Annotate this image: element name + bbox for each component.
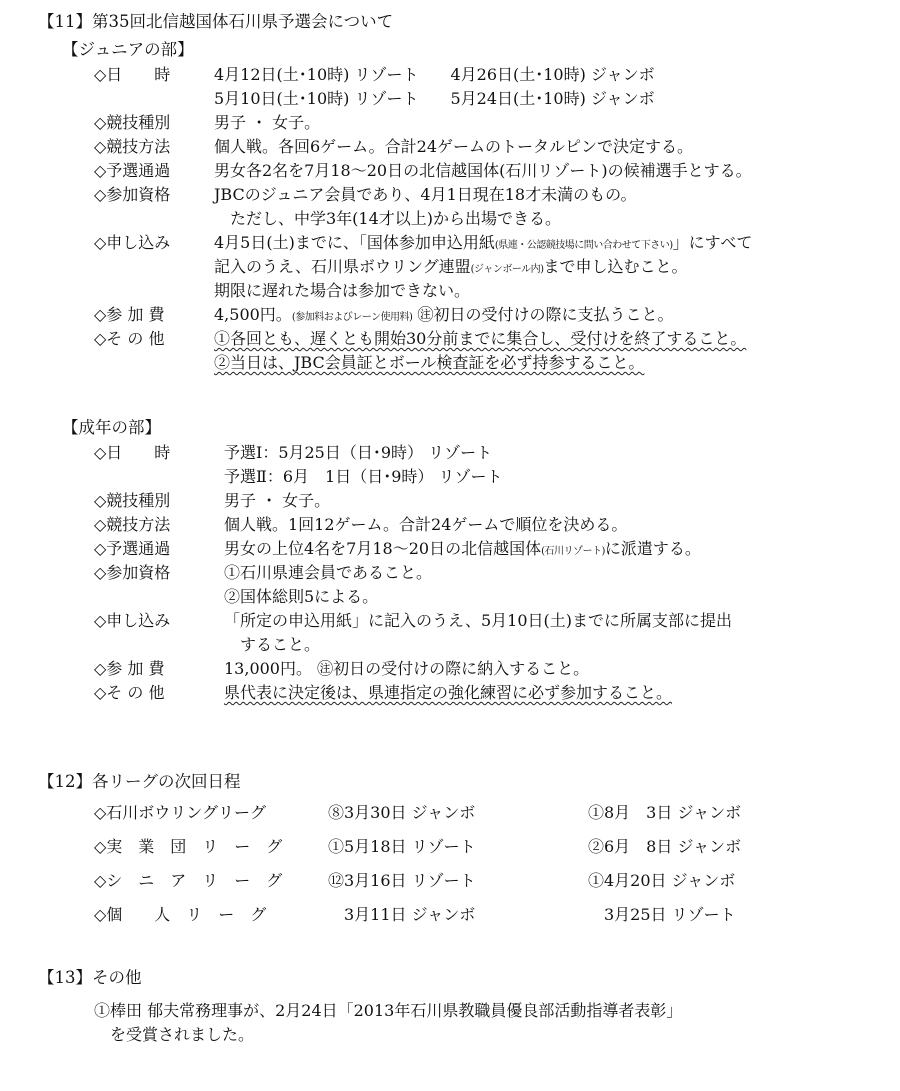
adult-qualification-line-1: ①石川県連会員であること。: [224, 563, 433, 582]
junior-fee-text: 4,500円。(参加料およびレーン使用料) ㊟初日の受付けの際に支払うこと。: [214, 305, 674, 324]
league-next-date: 3月11日 ジャンボ: [328, 905, 476, 924]
league-following-date: ①8月 3日 ジャンボ: [588, 803, 742, 822]
junior-apply-line-2: 記入のうえ、石川県ボウリング連盟(ジャンボール内)まで申し込むこと。: [214, 257, 688, 276]
adult-apply-line-1: 「所定の申込用紙」に記入のうえ、5月10日(土)までに所属支部に提出: [224, 611, 732, 630]
league-name: ◇シ ニ ア リ ー グ: [94, 871, 283, 890]
adult-qualification-line-2: ②国体総則5による。: [224, 587, 379, 606]
junior-method-text: 個人戦。各回6ゲーム。合計24ゲームのトータルピンで決定する。: [214, 137, 694, 156]
junior-category-text: 男子 ・ 女子。: [214, 113, 321, 132]
junior-apply-line-3: 期限に遅れた場合は参加できない。: [214, 281, 471, 300]
adult-heading: 【成年の部】: [62, 418, 161, 437]
league-next-date: ⑫3月16日 リゾート: [328, 871, 476, 890]
adult-apply-line-2: すること。: [224, 635, 321, 654]
adult-fee-text: 13,000円。 ㊟初日の受付けの際に納入すること。: [224, 659, 590, 678]
adult-date-label: ◇日 時: [94, 443, 171, 462]
adult-pass-label: ◇予選通過: [94, 539, 171, 558]
league-name: ◇個 人 リ ー グ: [94, 905, 267, 924]
adult-fee-label: ◇参 加 費: [94, 659, 165, 678]
junior-apply-label: ◇申し込み: [94, 233, 171, 252]
league-name: ◇石川ボウリングリーグ: [94, 803, 266, 822]
junior-other-label: ◇そ の 他: [94, 329, 165, 348]
junior-qualification-label: ◇参加資格: [94, 185, 171, 204]
league-following-date: ②6月 8日 ジャンボ: [588, 837, 742, 856]
adult-method-label: ◇競技方法: [94, 515, 171, 534]
league-following-date: 3月25日 リゾート: [588, 905, 736, 924]
adult-date-line-2: 予選Ⅱ：6月 1日（日･9時） リゾート: [224, 467, 503, 486]
adult-other-label: ◇そ の 他: [94, 683, 165, 702]
junior-method-label: ◇競技方法: [94, 137, 171, 156]
league-name: ◇実 業 団 リ ー グ: [94, 837, 283, 856]
junior-heading: 【ジュニアの部】: [62, 40, 194, 59]
junior-apply-line-1: 4月5日(土)までに、「国体参加申込用紙(県連・公認競技場に問い合わせて下さい)」にすべて: [214, 233, 753, 252]
junior-date-line-1: 4月12日(土･10時) リゾート 4月26日(土･10時) ジャンボ: [214, 65, 655, 84]
adult-apply-label: ◇申し込み: [94, 611, 171, 630]
league-following-date: ①4月20日 ジャンボ: [588, 871, 736, 890]
junior-pass-label: ◇予選通過: [94, 161, 171, 180]
adult-category-label: ◇競技種別: [94, 491, 171, 510]
section-12-title: 【12】各リーグの次回日程: [38, 772, 241, 791]
other-news-line-2: を受賞されました。: [110, 1025, 255, 1044]
junior-qualification-line-1: JBCのジュニア会員であり、4月1日現在18才未満のもの。: [214, 185, 637, 204]
junior-qualification-line-2: ただし、中学3年(14才以上)から出場できる。: [230, 209, 562, 228]
adult-other-text: 県代表に決定後は、県連指定の強化練習に必ず参加すること。: [224, 683, 673, 702]
junior-other-line-1: ①各回とも、遅くとも開始30分前までに集合し、受付けを終了すること。: [214, 329, 747, 348]
junior-pass-text: 男女各2名を7月18～20日の北信越国体(石川リゾート)の候補選手とする。: [214, 161, 752, 180]
section-13-title: 【13】その他: [38, 968, 142, 987]
adult-qualification-label: ◇参加資格: [94, 563, 171, 582]
adult-method-text: 個人戦。1回12ゲーム。合計24ゲームで順位を決める。: [224, 515, 628, 534]
adult-date-line-1: 予選Ⅰ：5月25日（日･9時） リゾート: [224, 443, 493, 462]
junior-fee-label: ◇参 加 費: [94, 305, 165, 324]
other-news-line-1: ①棒田 郁夫常務理事が、2月24日「2013年石川県教職員優良部活動指導者表彰」: [94, 1001, 683, 1020]
adult-pass-text: 男女の上位4名を7月18～20日の北信越国体(石川リゾート)に派遣する。: [224, 539, 701, 558]
junior-date-label: ◇日 時: [94, 65, 171, 84]
league-next-date: ⑧3月30日 ジャンボ: [328, 803, 476, 822]
junior-other-line-2: ②当日は、JBC会員証とボール検査証を必ず持参すること。: [214, 353, 645, 372]
junior-category-label: ◇競技種別: [94, 113, 171, 132]
section-11-title: 【11】第35回北信越国体石川県予選会について: [38, 12, 394, 31]
adult-category-text: 男子 ・ 女子。: [224, 491, 331, 510]
junior-date-line-2: 5月10日(土･10時) リゾート 5月24日(土･10時) ジャンボ: [214, 89, 655, 108]
league-next-date: ①5月18日 リゾート: [328, 837, 476, 856]
